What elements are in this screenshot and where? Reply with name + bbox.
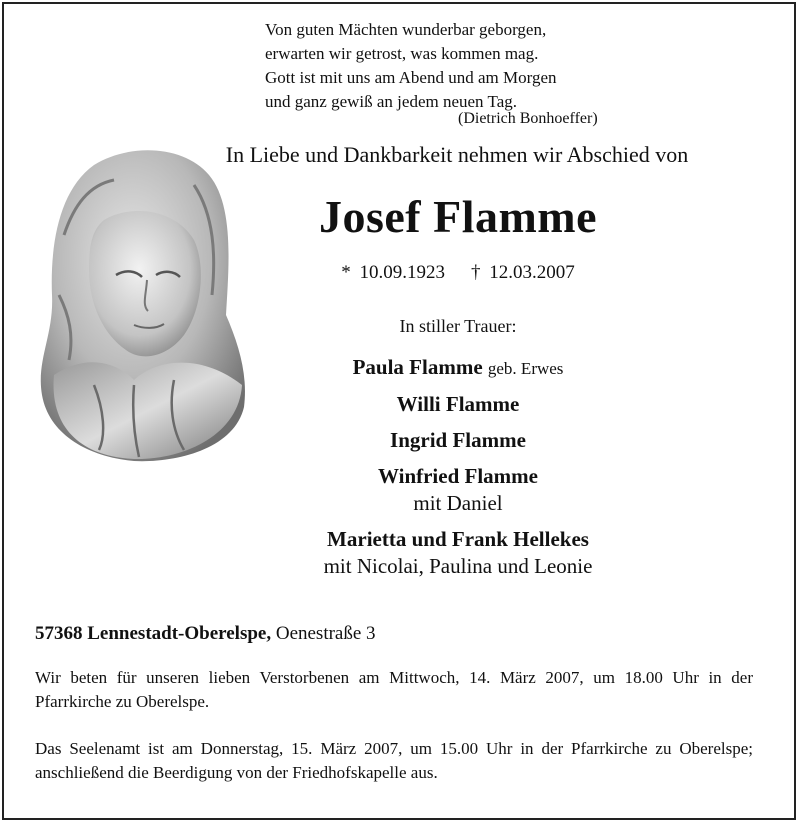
address-street: Oenestraße 3 — [275, 623, 376, 644]
madonna-portrait-icon — [34, 145, 250, 465]
mourner-name: Willi Flamme — [396, 392, 520, 416]
family-address — [35, 623, 376, 645]
requiem-announcement: Das Seelenamt ist am Donnerstag, 15. März 2007, um 15.00 Uhr in der Pfarrkirche zu Oberelspe; anschließend die Beerdigung von der Friedhofskapelle aus. — [35, 739, 753, 782]
mourner-maiden-name: geb. Erwes — [487, 359, 564, 378]
life-dates — [258, 262, 658, 284]
mourner-name: Paula Flamme — [352, 355, 483, 379]
quote-line: und ganz gewiß an jedem neuen Tag. — [265, 92, 517, 111]
quote-line: Von guten Mächten wunderbar geborgen, — [265, 20, 547, 39]
mourner-name: Ingrid Flamme — [390, 428, 526, 452]
mourners-label: In stiller Trauer: — [399, 316, 517, 336]
prayer-announcement: Wir beten für unseren lieben Verstorbenen am Mittwoch, 14. März 2007, um 18.00 Uhr in der Pfarrkirche zu Oberelspe. — [35, 668, 753, 711]
mourner-note: mit Daniel — [413, 491, 503, 515]
address-city: 57368 Lennestadt-Oberelspe, — [35, 623, 272, 644]
mourner-note: mit Nicolai, Paulina und Leonie — [323, 554, 593, 578]
death-date: † 12.03.2007 — [471, 262, 575, 283]
bonhoeffer-quote — [265, 18, 557, 114]
mourner-entry — [258, 354, 658, 382]
mourner-name: Marietta und Frank Hellekes — [327, 527, 589, 551]
quote-author: (Dietrich Bonhoeffer) — [458, 110, 598, 127]
mourner-name: Winfried Flamme — [377, 464, 538, 488]
deceased-name: Josef Flamme — [318, 191, 598, 242]
quote-line: Gott ist mit uns am Abend und am Morgen — [265, 68, 557, 87]
intro-text: In Liebe und Dankbarkeit nehmen wir Abschied von — [225, 142, 689, 167]
birth-date: * 10.09.1923 — [341, 262, 445, 283]
quote-line: erwarten wir getrost, was kommen mag. — [265, 44, 539, 63]
mourners-list — [258, 354, 658, 580]
